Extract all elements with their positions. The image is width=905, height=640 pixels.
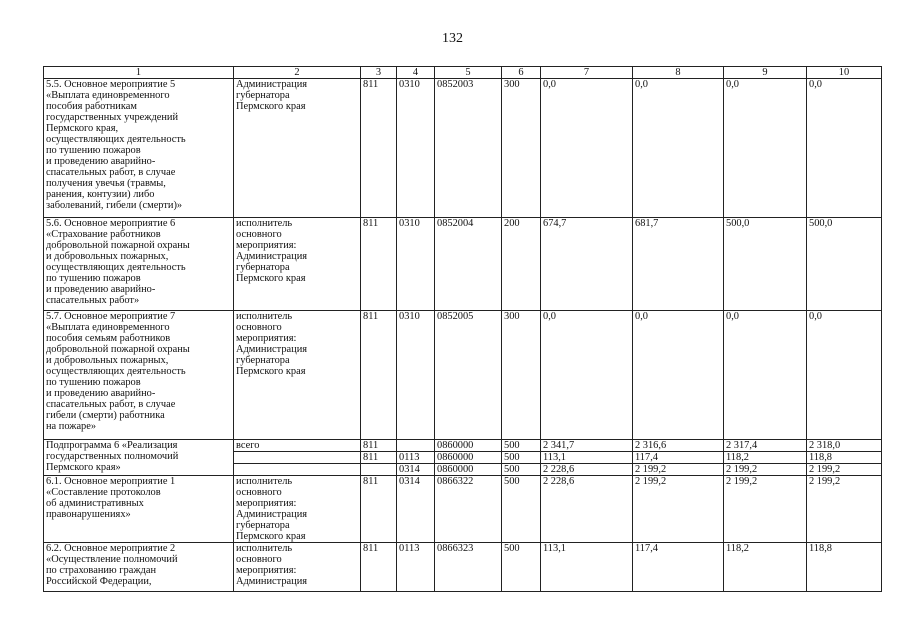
target-item-cell: 0860000 [435, 452, 502, 464]
table-row [44, 440, 882, 452]
executor-cell: исполнитель основного мероприятия: Администрация губернатора Пермского края [234, 218, 361, 311]
measure-name-cell: 5.5. Основное мероприятие 5 «Выплата единовременного пособия работникам государственных учреждений Пермского края, осуществляющих деятельность по тушению пожаров и проведению аварийно- спасательных работ, в случае получения увечья (травмы, ранения, контузии) либо заболеваний, гибели (смерти)» [44, 79, 234, 218]
value-cell: 0,0 [633, 79, 724, 218]
expense-type-cell: 300 [502, 79, 541, 218]
table-row [44, 218, 882, 311]
value-cell: 681,7 [633, 218, 724, 311]
value-cell: 0,0 [807, 79, 882, 218]
value-cell: 674,7 [541, 218, 633, 311]
target-item-cell: 0866323 [435, 543, 502, 592]
table-row [44, 79, 882, 218]
section-code-cell: 0113 [397, 452, 435, 464]
target-item-cell: 0852003 [435, 79, 502, 218]
measure-name-cell: 5.7. Основное мероприятие 7 «Выплата единовременного пособия семьям работников добровольной пожарной охраны и добровольных пожарных, осуществляющих деятельность по тушению пожаров и проведению аварийно- спасательных работ, в случае гибели (смерти) работника на пожаре» [44, 311, 234, 440]
column-number: 1 [44, 67, 234, 79]
executor-cell [234, 464, 361, 476]
value-cell: 2 199,2 [724, 476, 807, 543]
budget-table [43, 66, 882, 592]
value-cell: 118,8 [807, 543, 882, 592]
section-code-cell: 0310 [397, 79, 435, 218]
value-cell: 2 228,6 [541, 476, 633, 543]
executor-cell: Администрация губернатора Пермского края [234, 79, 361, 218]
value-cell: 2 228,6 [541, 464, 633, 476]
value-cell: 2 316,6 [633, 440, 724, 452]
expense-type-cell: 500 [502, 476, 541, 543]
executor-cell: исполнитель основного мероприятия: Администрация [234, 543, 361, 592]
column-number-row [44, 67, 882, 79]
expense-type-cell: 500 [502, 464, 541, 476]
value-cell: 118,2 [724, 543, 807, 592]
section-code-cell: 0310 [397, 218, 435, 311]
value-cell: 113,1 [541, 452, 633, 464]
value-cell: 113,1 [541, 543, 633, 592]
value-cell: 117,4 [633, 452, 724, 464]
executor-cell: исполнитель основного мероприятия: Администрация губернатора Пермского края [234, 311, 361, 440]
value-cell: 2 318,0 [807, 440, 882, 452]
measure-name-cell: 5.6. Основное мероприятие 6 «Страхование работников добровольной пожарной охраны и добровольных пожарных, осуществляющих деятельность по тушению пожаров и проведению аварийно- спасательных работ» [44, 218, 234, 311]
column-number: 9 [724, 67, 807, 79]
section-code-cell: 0113 [397, 543, 435, 592]
table-row [44, 311, 882, 440]
column-number: 6 [502, 67, 541, 79]
section-code-cell: 0314 [397, 476, 435, 543]
column-number: 5 [435, 67, 502, 79]
value-cell: 2 199,2 [633, 476, 724, 543]
value-cell: 2 199,2 [807, 476, 882, 543]
value-cell: 2 199,2 [724, 464, 807, 476]
target-item-cell: 0852005 [435, 311, 502, 440]
expense-type-cell: 500 [502, 440, 541, 452]
value-cell: 500,0 [724, 218, 807, 311]
column-number: 3 [361, 67, 397, 79]
column-number: 8 [633, 67, 724, 79]
expense-type-cell: 200 [502, 218, 541, 311]
executor-cell: исполнитель основного мероприятия: Администрация губернатора Пермского края [234, 476, 361, 543]
section-code-cell [397, 440, 435, 452]
value-cell: 2 317,4 [724, 440, 807, 452]
expense-type-cell: 300 [502, 311, 541, 440]
expense-type-cell: 500 [502, 543, 541, 592]
value-cell: 117,4 [633, 543, 724, 592]
target-item-cell: 0860000 [435, 440, 502, 452]
value-cell: 0,0 [724, 311, 807, 440]
grbs-code-cell: 811 [361, 452, 397, 464]
value-cell: 118,2 [724, 452, 807, 464]
grbs-code-cell: 811 [361, 543, 397, 592]
value-cell: 0,0 [724, 79, 807, 218]
column-number: 4 [397, 67, 435, 79]
page-number: 132 [442, 31, 463, 46]
target-item-cell: 0866322 [435, 476, 502, 543]
value-cell: 0,0 [807, 311, 882, 440]
grbs-code-cell: 811 [361, 311, 397, 440]
value-cell: 2 199,2 [807, 464, 882, 476]
value-cell: 0,0 [541, 79, 633, 218]
column-number: 7 [541, 67, 633, 79]
value-cell: 0,0 [633, 311, 724, 440]
executor-cell: всего [234, 440, 361, 452]
measure-name-cell: 6.1. Основное мероприятие 1 «Составление протоколов об административных правонарушениях» [44, 476, 234, 543]
column-number: 2 [234, 67, 361, 79]
table-row [44, 543, 882, 592]
table-row [44, 476, 882, 543]
value-cell: 2 199,2 [633, 464, 724, 476]
section-code-cell: 0314 [397, 464, 435, 476]
value-cell: 2 341,7 [541, 440, 633, 452]
measure-name-cell: 6.2. Основное мероприятие 2 «Осуществление полномочий по страхованию граждан Российской Федерации, [44, 543, 234, 592]
grbs-code-cell: 811 [361, 440, 397, 452]
value-cell: 118,8 [807, 452, 882, 464]
measure-name-cell: Подпрограмма 6 «Реализация государственных полномочий Пермского края» [44, 440, 234, 476]
target-item-cell: 0860000 [435, 464, 502, 476]
value-cell: 0,0 [541, 311, 633, 440]
section-code-cell: 0310 [397, 311, 435, 440]
grbs-code-cell: 811 [361, 476, 397, 543]
table-body [44, 67, 882, 592]
expense-type-cell: 500 [502, 452, 541, 464]
value-cell: 500,0 [807, 218, 882, 311]
executor-cell [234, 452, 361, 464]
column-number: 10 [807, 67, 882, 79]
grbs-code-cell [361, 464, 397, 476]
grbs-code-cell: 811 [361, 79, 397, 218]
target-item-cell: 0852004 [435, 218, 502, 311]
grbs-code-cell: 811 [361, 218, 397, 311]
